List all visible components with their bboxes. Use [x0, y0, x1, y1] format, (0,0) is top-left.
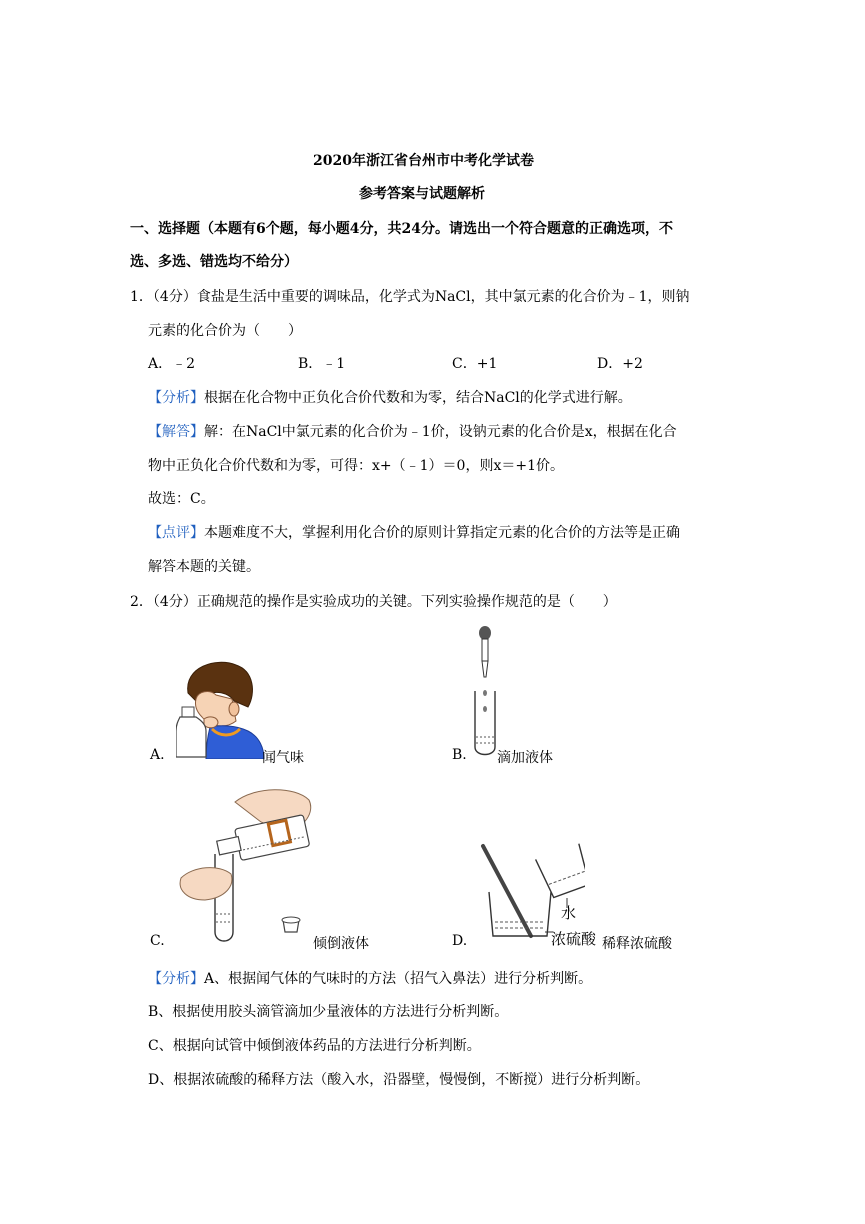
q1-option-c: C．+1	[452, 356, 498, 372]
figure-d-acid-label: 浓硫酸	[551, 930, 597, 948]
q2-option-a-caption: 闻气味	[262, 750, 304, 766]
q2-analysis-a	[148, 968, 592, 988]
smelling-figure	[176, 655, 266, 759]
q1-option-d: D．+2	[597, 356, 643, 372]
figure-d-water-label: 水	[561, 904, 577, 922]
analysis-text: 根据在化合物中正负化合价代数和为零，结合NaCl的化学式进行解。	[204, 390, 632, 406]
page-title: 2020年浙江省台州市中考化学试卷	[313, 153, 534, 169]
q2-option-b-letter: B.	[452, 747, 467, 763]
analysis-tag: 【分析】	[148, 390, 204, 406]
analysis-tag: 【分析】	[148, 971, 204, 987]
q2-option-c-letter: C.	[150, 933, 165, 949]
section-heading-line2: 选、多选、错选均不给分）	[130, 254, 298, 270]
q1-stem-line1: 1．（4分）食盐是生活中重要的调味品，化学式为NaCl，其中氯元素的化合价为﹣1，则钠	[130, 289, 690, 305]
diluting-figure	[475, 840, 585, 940]
q1-answer-line2: 物中正负化合价代数和为零，可得：x+（﹣1）＝0，则x＝+1价。	[148, 458, 564, 474]
page-subtitle: 参考答案与试题解析	[359, 186, 485, 202]
q1-option-a: A．﹣2	[148, 356, 196, 372]
section-heading-line1: 一、选择题（本题有6个题，每小题4分，共24分。请选出一个符合题意的正确选项，不	[130, 221, 673, 237]
q2-option-d-caption: 稀释浓硫酸	[602, 936, 672, 952]
q1-comment-line1	[148, 522, 680, 542]
q1-answer-line1	[148, 421, 677, 441]
comment-tag: 【点评】	[148, 525, 204, 541]
q2-option-c-caption: 倾倒液体	[313, 936, 369, 952]
q1-choice: 故选：C。	[148, 491, 215, 507]
answer-text: 解：在NaCl中氯元素的化合价为﹣1价，设钠元素的化合价是x，根据在化合	[204, 424, 677, 440]
q2-option-b-caption: 滴加液体	[497, 750, 553, 766]
answer-tag: 【解答】	[148, 424, 204, 440]
pouring-figure	[175, 782, 315, 947]
q2-analysis-b: B、根据使用胶头滴管滴加少量液体的方法进行分析判断。	[148, 1004, 509, 1020]
comment-text: 本题难度不大，掌握利用化合价的原则计算指定元素的化合价的方法等是正确	[204, 525, 680, 541]
q1-comment-line2: 解答本题的关键。	[148, 559, 260, 575]
q1-option-b: B．﹣1	[298, 356, 346, 372]
q2-stem: 2．（4分）正确规范的操作是实验成功的关键。下列实验操作规范的是（ ）	[130, 594, 617, 610]
q2-analysis-c: C、根据向试管中倾倒液体药品的方法进行分析判断。	[148, 1038, 481, 1054]
q2-option-a-letter: A.	[150, 747, 165, 763]
q2-analysis-d: D、根据浓硫酸的稀释方法（酸入水，沿器壁，慢慢倒，不断搅）进行分析判断。	[148, 1072, 650, 1088]
q1-stem-line2: 元素的化合价为（ ）	[148, 323, 302, 339]
q1-analysis	[148, 387, 632, 407]
dropper-figure	[470, 625, 500, 760]
analysis-text: A、根据闻气体的气味时的方法（招气入鼻法）进行分析判断。	[204, 971, 593, 987]
q2-option-d-letter: D.	[452, 933, 468, 949]
